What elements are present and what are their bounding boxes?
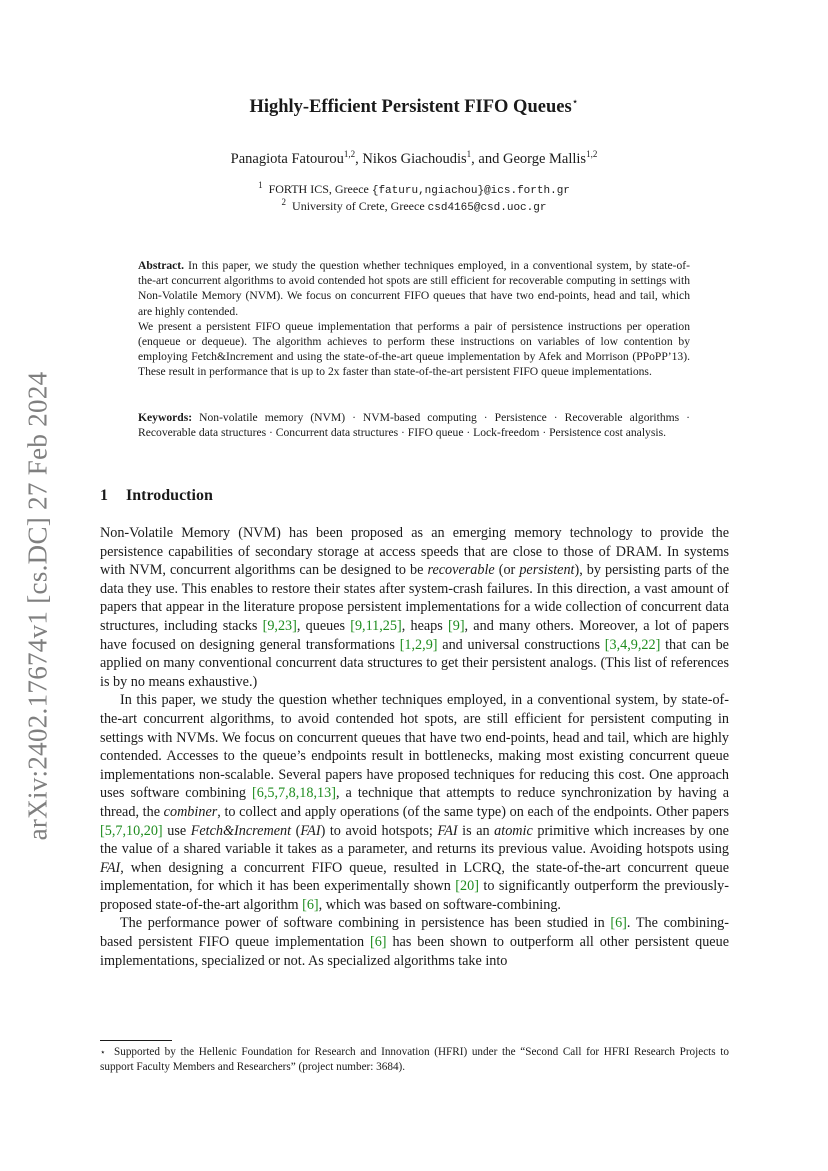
footnote [100,1045,729,1075]
author-affil-mark: 1,2 [343,149,356,159]
title-footnote-mark: ⋆ [571,96,579,108]
emphasized-text: FAI [300,822,321,839]
affiliation-text: FORTH ICS, Greece [268,182,369,196]
keywords-label: Keywords: [138,411,193,424]
text-run: , a technique that attempts to reduce synchronization by having a thread, the [100,785,729,820]
citation-link[interactable]: [9,11,25] [350,617,402,634]
affiliation-email: csd4165@csd.uoc.gr [427,202,547,214]
text-run: that can be applied on many conventional concurrent data structures to get their persistent analogs. (This list of references is by no means exhaustive.) [100,636,729,690]
paper-title-text: Highly-Efficient Persistent FIFO Queues [249,97,572,118]
text-run: (or [494,562,520,579]
text-run: Non-Volatile Memory (NVM) has been proposed as an emerging memory technology to provide the persistence capabilities of secondary storage at access speeds that are close to those of DRAM. In systems with NVM, concurrent algorithms can be designed to be [100,525,729,579]
author-separator: , [355,150,363,167]
section-number: 1 [100,487,108,504]
text-run: ), by persisting parts of the data they use. This enables to restore their states after system-crash failures. In this direction, a vast amount of papers that appear in the literature propose persistent implementations for a wide collection of concurrent data structures, including stacks [100,562,730,634]
keywords-text: Non-volatile memory (NVM) · NVM-based computing · Persistence · Recoverable algorithms · Recoverable data structures · Concurrent data structures · FIFO queue · Lock-freedom · Persistence cost analysis. [138,411,691,440]
author-name: Nikos Giachoudis [362,150,467,167]
author-list [100,149,728,168]
emphasized-text: recoverable [427,562,495,579]
text-run: , queues [296,617,351,634]
abstract-text: We present a persistent FIFO queue implementation that performs a pair of persistence instructions per operation (enqueue or dequeue). The algorithm achieves to perform these instructions on variables of low contention by employing Fetch&Increment and using the state-of-the-art queue implementation by Afek and Morrison (PPoPP’13). These result in performance that is up to 2x faster than state-of-the-art persistent FIFO queue implementations. [138,319,690,379]
emphasized-text: FAI [100,859,121,876]
affiliation-line [100,180,728,197]
citation-link[interactable]: [9] [448,617,465,634]
affiliation-text: University of Crete, Greece [292,199,425,213]
text-run: The performance power of software combining in persistence has been studied in [120,915,611,932]
emphasized-text: Fetch&Increment [190,822,292,839]
citation-link[interactable]: [6] [369,934,387,951]
section-heading [100,487,213,505]
affiliation-email: {faturu,ngiachou}@ics.forth.gr [371,185,570,197]
text-run: In this paper, we study the question whether techniques employed, in a conventional system, by state-of-the-art concurrent algorithms, to avoid contended hot spots, are still efficient for persistent computing in settings with NVMs. We focus on concurrent queues that have two end-points, head and tail, which are highly contended. Accesses to the queue’s endpoints result in bottlenecks, making most existing concurrent queue implementations non-scalable. Several papers have proposed techniques for reducing this cost. One approach uses software combining [100,692,729,802]
text-run: has been shown to outperform all other persistent queue implementations, specialized or not. As specialized algorithms take into [100,934,729,969]
author-affil-mark: 1,2 [586,149,598,159]
citation-link[interactable]: [3,4,9,22] [604,636,661,653]
citation-link[interactable]: [6] [610,915,627,932]
footnote-divider [100,1040,172,1041]
citation-link[interactable]: [9,23] [262,617,297,634]
affiliation-number: 2 [281,197,287,207]
section-title: Introduction [126,487,213,504]
text-run: primitive which increases by one the value of a shared variable it takes as a parameter, and returns its previous value. Avoiding hotspots using [100,822,729,858]
text-run: to significantly outperform the previously-proposed state-of-the-art algorithm [100,878,729,913]
text-run: ( [291,822,301,839]
citation-link[interactable]: [5,7,10,20] [100,822,163,839]
text-run: use [162,822,191,839]
body-paragraph [100,524,729,691]
abstract-paragraph [138,258,690,319]
author-name: Panagiota Fatourou [230,150,344,167]
affiliation-number: 1 [258,180,263,190]
footnote-text: Supported by the Hellenic Foundation for Research and Innovation (HFRI) under the “Second Call for HFRI Research Projects to support Faculty Members and Researchers” (project number: 3684). [100,1046,729,1073]
emphasized-text: atomic [494,822,533,839]
citation-link[interactable]: [6,5,7,8,18,13] [252,785,336,802]
abstract-text: In this paper, we study the question whether techniques employed, in a conventional system, by state-of-the-art concurrent algorithms to avoid contended hot spots are still efficient for recoverable computing in settings with Non-Volatile Memory (NVM). We focus on concurrent FIFO queues that have two end-points, head and tail, which are highly contended. [138,259,690,318]
emphasized-text: FAI [437,822,458,839]
text-run: . The combining-based persistent FIFO queue implementation [100,915,729,951]
affiliation-line [100,197,728,214]
author-name: George Mallis [502,150,587,167]
author-affil-mark: 1 [466,149,472,159]
keywords [138,410,690,440]
citation-link[interactable]: [6] [302,896,319,913]
citation-link[interactable]: [20] [455,878,479,895]
text-run: and universal constructions [437,636,605,653]
emphasized-text: combiner [163,803,218,820]
paper-title [100,95,728,118]
author-separator: , and [471,150,503,167]
text-run: , which was based on software-combining. [318,896,561,913]
text-run: , heaps [401,617,448,634]
text-run: , to collect and apply operations (of the same type) on each of the endpoints. Other papers [217,803,730,820]
text-run: , and many others. Moreover, a lot of papers have focused on designing general transformations [100,617,729,653]
footnote-mark: ⋆ [100,1047,106,1057]
abstract-label: Abstract. [138,259,185,272]
text-run: , when designing a concurrent FIFO queue, resulted in LCRQ, the state-of-the-art concurrent queue implementation, for which it has been experimentally shown [100,859,729,895]
text-run: ) to avoid hotspots; [320,822,438,839]
body-paragraph [100,914,729,970]
arxiv-identifier-stamp [18,362,58,850]
arxiv-identifier-text: arXiv:2402.17674v1 [cs.DC] 27 Feb 2024 [22,371,53,841]
body-paragraph [100,691,729,914]
abstract [138,258,690,380]
citation-link[interactable]: [1,2,9] [399,636,438,653]
body-text [100,524,729,970]
emphasized-text: persistent [519,562,575,579]
abstract-paragraph [138,319,690,380]
text-run: is an [457,822,495,839]
